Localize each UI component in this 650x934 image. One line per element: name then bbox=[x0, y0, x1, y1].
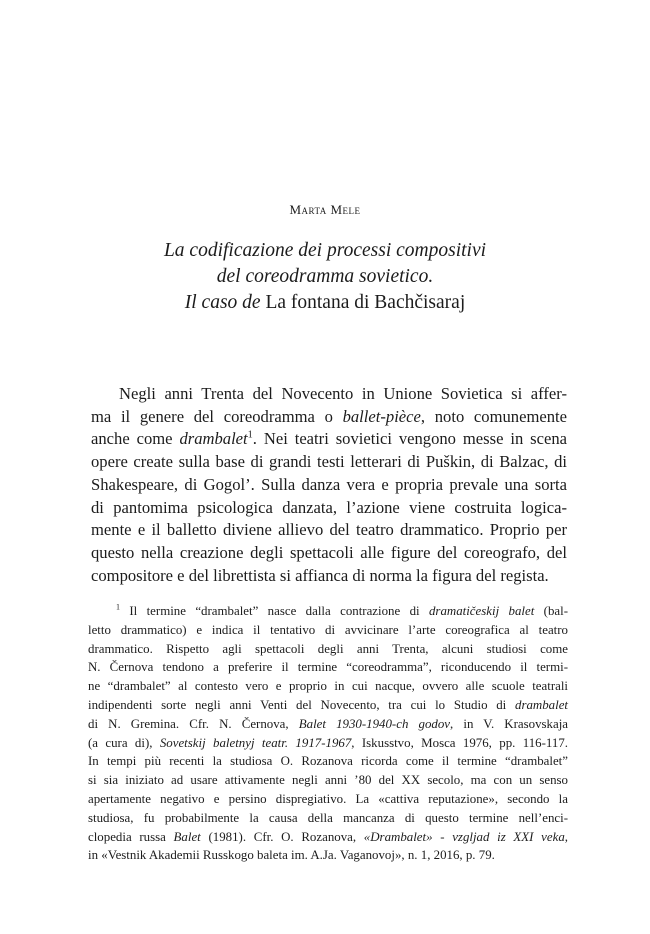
footnote-line: N. Černova tendono a preferire il termine “coreodramma”, riconducendo il termi- bbox=[88, 660, 568, 675]
footnote-line: letto drammatico) e indica il tentativo di avvicinare l’arte coreografica al teatro bbox=[88, 622, 568, 637]
footnote-italic: Balet 1930-1940-ch godov bbox=[298, 716, 451, 731]
article-title bbox=[0, 238, 650, 316]
title-line-3-roman: La fontana di Bachčisaraj bbox=[265, 292, 466, 313]
footnote-line: $^1$ Il termine “drambalet” nasce dalla contrazione di dramatičeskij balet (bal- bbox=[116, 602, 568, 618]
footnote bbox=[88, 602, 568, 865]
body-line: Negli anni Trenta del Novecento in Unione Sovietica si affer- bbox=[119, 384, 567, 403]
footnote-marker: 1 bbox=[116, 602, 120, 612]
footnote-italic: drambalet bbox=[515, 697, 568, 712]
body-italic: drambalet bbox=[179, 429, 248, 449]
body-paragraph bbox=[91, 383, 567, 587]
footnote-line: clopedia russa Balet (1981). Cfr. O. Rozanova, «Drambalet» - vzgljad iz XXI veka, bbox=[88, 829, 568, 844]
footnote-line: si sia iniziato ad usare attivamente negli anni ’80 del XX secolo, ma con un senso bbox=[88, 773, 568, 788]
footnote-line: studiosa, fu probabilmente la causa della mancanza di questo termine nell’enci- bbox=[88, 810, 568, 825]
footnote-line: in «Vestnik Akademii Russkogo baleta im. A.Ja. Vaganovoj», n. 1, 2016, p. 79. bbox=[88, 848, 495, 863]
body-line: compositore e del librettista si affianca di norma la figura del regista. bbox=[91, 565, 549, 585]
body-italic: ballet-pièce bbox=[342, 406, 421, 426]
title-line-2-text: del coreodramma sovietico. bbox=[216, 266, 434, 287]
body-line: Shakespeare, di Gogol’. Sulla danza vera e propria prevale una sorta bbox=[91, 474, 567, 494]
title-line-1 bbox=[0, 238, 650, 264]
footnote-line: indipendenti sorte negli anni Venti del Novecento, tra cui lo Studio di drambalet bbox=[88, 697, 568, 712]
body-line: anche come drambalet$^1$. Nei teatri sovietici vengono messe in scena bbox=[91, 429, 567, 449]
footnote-marker: 1 bbox=[247, 429, 253, 441]
body-line: opere create sulla base di grandi testi letterari di Puškin, di Balzac, di bbox=[91, 452, 567, 472]
footnote-line: ne “drambalet” al contesto vero e proprio in cui nacque, ovvero alle scuole teatrali bbox=[88, 679, 568, 694]
body-line: mente e il balletto diviene allievo del teatro drammatico. Proprio per bbox=[91, 520, 567, 540]
footnote-line: (a cura di), Sovetskij baletnyj teatr. 1917-1967, Iskusstvo, Mosca 1976, pp. 116-117. bbox=[88, 735, 568, 750]
title-line-1-text: La codificazione dei processi compositivi bbox=[163, 240, 487, 261]
body-line: questo nella creazione degli spettacoli alle figure del coreografo, del bbox=[91, 542, 567, 562]
footnote-line: drammatico. Rispetto agli spettacoli degli anni Trenta, alcuni studiosi come bbox=[88, 641, 568, 656]
footnote-italic: «Drambalet» - vzgljad iz XXI veka bbox=[363, 829, 565, 844]
footnote-italic: Balet bbox=[173, 829, 201, 844]
title-line-2 bbox=[0, 264, 650, 290]
footnote-italic: dramatičeskij balet bbox=[428, 604, 535, 618]
footnote-italic: Sovetskij baletnyj teatr. 1917-1967 bbox=[159, 735, 352, 750]
body-line: di pantomima psicologica danzata, l’azione viene costruita logica- bbox=[91, 497, 567, 517]
title-line-3 bbox=[0, 290, 650, 316]
footnote-line: apertamente negativo e persino dispregiativo. La «cattiva reputazione», secondo la bbox=[88, 791, 568, 806]
title-line-3-italic: Il caso de bbox=[184, 292, 261, 313]
footnote-line: di N. Gremina. Cfr. N. Černova, Balet 1930-1940-ch godov, in V. Krasovskaja bbox=[88, 716, 569, 731]
author-name: Marta Mele bbox=[289, 202, 361, 217]
footnote-line: In tempi più recenti la studiosa O. Rozanova ricorda come il termine “drambalet” bbox=[88, 754, 568, 769]
body-line: ma il genere del coreodramma o ballet-pièce, noto comunemente bbox=[91, 406, 567, 426]
